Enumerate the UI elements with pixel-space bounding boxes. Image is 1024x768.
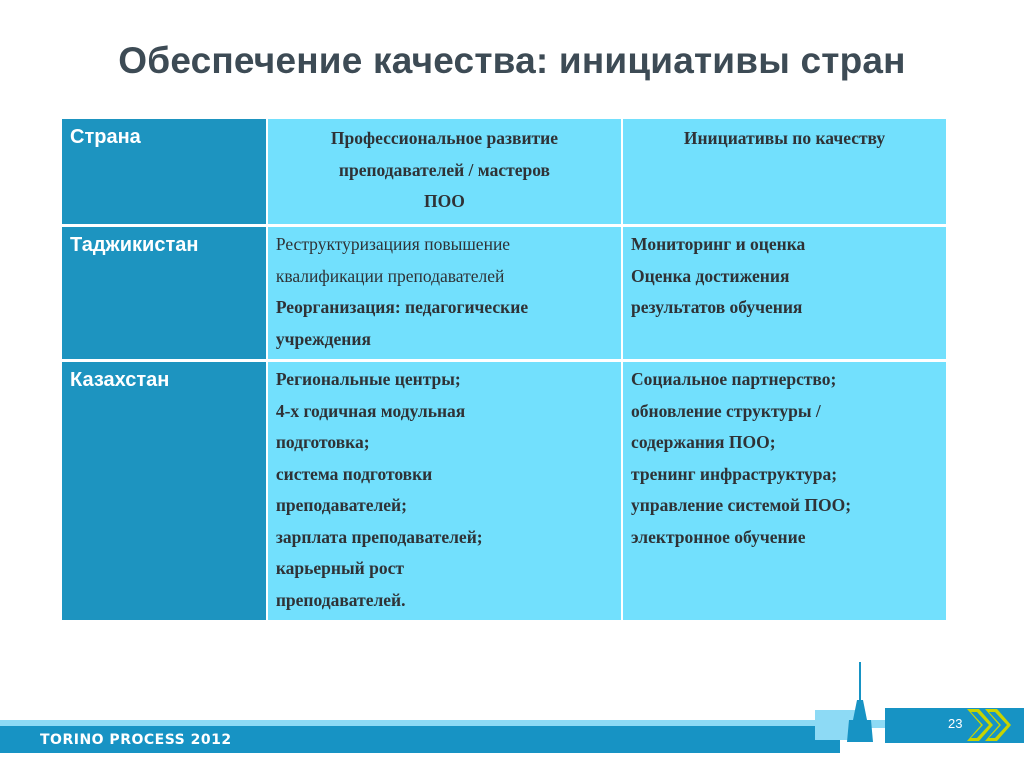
- list-item: содержания ПОО;: [631, 432, 776, 452]
- list-item: результатов обучения: [631, 297, 803, 317]
- double-chevron-icon: [965, 707, 1015, 743]
- list-item: Региональные центры;: [275, 369, 461, 389]
- country-tajikistan: Таджикистан: [62, 227, 266, 359]
- list-item: квалификации преподавателей: [275, 265, 505, 286]
- list-item: Оценка достижения: [631, 265, 790, 286]
- header-col1-line: Профессиональное развитие: [330, 128, 558, 148]
- header-col1-line: преподавателей / мастеров: [338, 159, 550, 180]
- list-item: управление системой ПОО;: [631, 495, 852, 515]
- country-kazakhstan: Казахстан: [62, 362, 266, 620]
- kazakhstan-quality-initiatives: [623, 362, 946, 620]
- page-number: 23: [948, 716, 963, 731]
- list-item: Мониторинг и оценка: [631, 234, 806, 254]
- kazakhstan-professional-development: [268, 362, 621, 620]
- header-quality-initiatives: Инициативы по качеству: [623, 119, 946, 224]
- list-item: обновление структуры /: [631, 400, 821, 421]
- list-item: преподавателей;: [275, 495, 407, 515]
- list-item: система подготовки: [275, 463, 433, 484]
- slide-title: Обеспечение качества: инициативы стран: [118, 40, 906, 81]
- list-item: Реструктуризациия повышение: [275, 234, 511, 254]
- list-item: преподавателей.: [275, 589, 406, 610]
- list-item: электронное обучение: [631, 526, 806, 547]
- list-item: учреждения: [275, 328, 371, 349]
- mole-antonelliana-icon: [815, 660, 885, 750]
- header-country: Страна: [62, 119, 266, 224]
- tajikistan-quality-initiatives: [623, 227, 946, 359]
- tajikistan-professional-development: [268, 227, 621, 359]
- table-row-tajikistan: [62, 227, 946, 359]
- table-header-row: [62, 119, 946, 224]
- list-item: зарплата преподавателей;: [275, 526, 483, 547]
- list-item: Реорганизация: педагогические: [275, 297, 529, 317]
- table-row-kazakhstan: [62, 362, 946, 620]
- list-item: 4-х годичная модульная: [275, 400, 466, 421]
- header-professional-development: [268, 119, 621, 224]
- initiatives-table: [60, 116, 948, 623]
- list-item: Социальное партнерство;: [631, 369, 837, 389]
- footer-label: TORINO PROCESS 2012: [40, 732, 232, 748]
- list-item: подготовка;: [275, 432, 370, 452]
- list-item: тренинг инфраструктура;: [631, 463, 838, 484]
- list-item: карьерный рост: [275, 558, 404, 578]
- header-col1-line: ПОО: [424, 191, 465, 211]
